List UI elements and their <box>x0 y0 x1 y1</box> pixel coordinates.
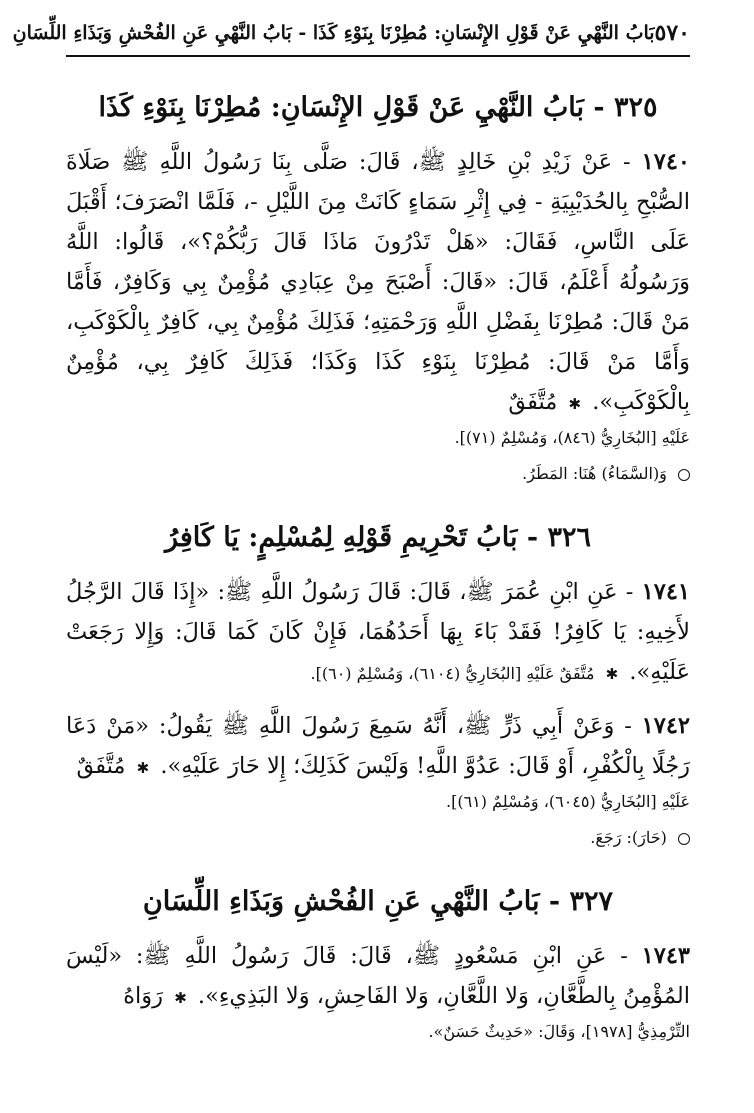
hadith-number: ١٧٤٢ <box>641 713 691 739</box>
hadith-text: وَعَنْ أَبِي ذَرٍّ ﷺ، أَنَّهُ سَمِعَ رَسُولَ اللَّهِ ﷺ يَقُولُ: «مَنْ دَعَا رَجُلًا بِالْكُفْرِ، أَوْ قَالَ: عَدُوَّ اللَّهِ! وَلَيْسَ كَذَلِكَ؛ إِلا حَارَ عَلَيْهِ». <box>66 713 690 779</box>
chapter-heading-327: ٣٢٧ - بَابُ النَّهْيِ عَنِ الفُحْشِ وَبَذَاءِ اللِّسَانِ <box>142 886 614 917</box>
star-icon: ✱ <box>605 665 619 683</box>
star-icon: ✱ <box>174 989 187 1007</box>
header-divider <box>66 55 690 57</box>
hadith-text: عَنْ زَيْدِ بْنِ خَالِدٍ ﷺ، قَالَ: صَلَّى بِنَا رَسُولُ اللَّهِ ﷺ صَلَاةَ الصُّبْحِ بِالحُدَيْبِيَةِ - فِي إِثْرِ سَمَاءٍ كَانَتْ مِنَ اللَّيْلِ -، فَلَمَّا انْصَرَفَ؛ أَقْبَلَ عَلَى النَّاسِ، فَقَالَ: «هَلْ تَدْرُونَ مَاذَا قَالَ رَبُّكُمْ؟»، قَالُوا: اللَّهُ وَرَسُولُهُ أَعْلَمُ، قَالَ: «قَالَ: أَصْبَحَ مِنْ عِبَادِي مُؤْمِنٌ بِي وَكَافِرٌ، فَأَمَّا مَنْ قَالَ: مُطِرْنَا بِفَضْلِ اللَّهِ وَرَحْمَتِهِ؛ فَذَلِكَ مُؤْمِنٌ بِي، كَافِرٌ بِالْكَوْكَبِ، وَأَمَّا مَنْ قَالَ: مُطِرْنَا بِنَوْءِ كَذَا وَكَذَا؛ فَذَلِكَ كَافِرٌ بِي، مُؤْمِنٌ بِالْكَوْكَبِ». <box>66 149 690 415</box>
dash-separator: - <box>606 943 628 969</box>
dash-separator: - <box>614 713 632 739</box>
hadith-marker: مُتَّفَقٌ <box>508 389 558 415</box>
hadith-1741 <box>66 572 690 694</box>
hadith-citation: التِّرْمِذِيُّ [١٩٧٨]، وَقَالَ: «حَدِيثٌ حَسَنٌ». <box>428 1022 690 1041</box>
gloss-note <box>66 460 690 488</box>
running-title: بَابُ النَّهْيِ عَنْ قَوْلِ الإِنْسَانِ: مُطِرْنَا بِنَوْءِ كَذَا - بَابُ النَّهْيِ عَنِ الفُحْشِ وَبَذَاءِ اللِّسَانِ <box>12 22 655 44</box>
hadith-citation: عَلَيْهِ [البُخَارِيُّ (٨٤٦)، وَمُسْلِمٌ (٧١)]. <box>454 428 690 447</box>
circle-bullet-icon <box>678 833 690 845</box>
star-icon: ✱ <box>136 759 150 777</box>
hadith-1740 <box>66 142 690 424</box>
hadith-number: ١٧٤١ <box>641 579 690 605</box>
chapter-heading-326: ٣٢٦ - بَابُ تَحْرِيمِ قَوْلِهِ لِمُسْلِمٍ: يَا كَافِرُ <box>165 522 591 553</box>
hadith-1743 <box>66 936 690 1018</box>
gloss-text: وَ(السَّمَاءُ) هُنَا: المَطَرُ. <box>522 464 667 483</box>
hadith-marker: مُتَّفَقٌ <box>76 753 126 779</box>
circle-bullet-icon <box>678 469 690 481</box>
hadith-number: ١٧٤٠ <box>641 149 690 175</box>
hadith-text: عَنِ ابْنِ مَسْعُودٍ ﷺ، قَالَ: قَالَ رَسُولُ اللَّهِ ﷺ: «لَيْسَ المُؤْمِنُ بِالطَّعَّانِ، وَلا اللَّعَّانِ، وَلا الفَاحِشِ، وَلا البَذِيءِ». <box>66 943 690 1009</box>
gloss-note <box>66 824 690 852</box>
dash-separator: - <box>612 149 631 175</box>
running-header <box>12 14 690 52</box>
hadith-marker: رَوَاهُ <box>123 983 164 1009</box>
hadith-1742 <box>66 706 690 788</box>
page-number: ٥٧٠ <box>654 20 690 46</box>
dash-separator: - <box>617 579 634 605</box>
star-icon: ✱ <box>568 395 582 413</box>
hadith-citation: مُتَّفَقٌ عَلَيْهِ [البُخَارِيُّ (٦١٠٤)، وَمُسْلِمٌ (٦٠)]. <box>310 664 595 683</box>
page-content <box>66 66 690 1093</box>
hadith-text: عَنِ ابْنِ عُمَرَ ﷺ، قَالَ: قَالَ رَسُولُ اللَّهِ ﷺ: «إِذَا قَالَ الرَّجُلُ لأَخِيهِ: يَا كَافِرُ! فَقَدْ بَاءَ بِهَا أَحَدُهُمَا، فَإِنْ كَانَ كَمَا قَالَ: وَإِلا رَجَعَتْ عَلَيْهِ». <box>66 579 690 685</box>
hadith-number: ١٧٤٣ <box>641 943 690 969</box>
hadith-citation: عَلَيْهِ [البُخَارِيُّ (٦٠٤٥)، وَمُسْلِمٌ (٦١)]. <box>446 792 690 811</box>
chapter-heading-325: ٣٢٥ - بَابُ النَّهْيِ عَنْ قَوْلِ الإِنْسَانِ: مُطِرْنَا بِنَوْءِ كَذَا <box>98 92 658 123</box>
gloss-text: (حَارَ): رَجَعَ. <box>590 828 667 847</box>
